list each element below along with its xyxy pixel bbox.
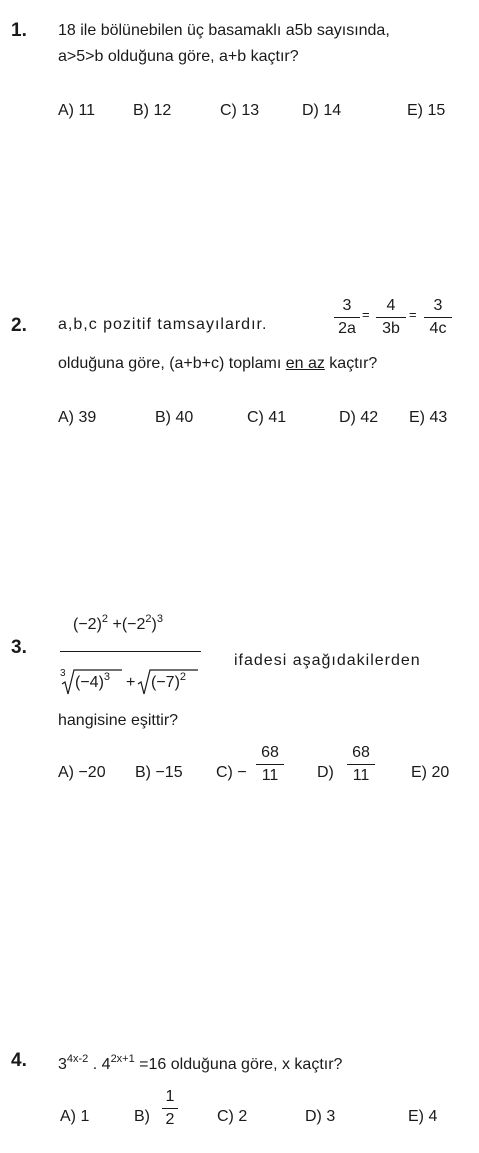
question-text-line-2: a>5>b olduğuna göre, a+b kaçtır? (58, 48, 299, 65)
question-text-line-1: ifadesi aşağıdakilerden (234, 652, 421, 669)
choice-c-fraction[interactable] (256, 744, 284, 785)
question-text-line-1: 18 ile bölünebilen üç basamaklı a5b sayısında, (58, 22, 390, 39)
question-number: 3. (11, 637, 27, 658)
choice-c[interactable]: C) 13 (220, 102, 260, 119)
text-underlined: en az (285, 355, 325, 372)
fraction-denominator: 2 (165, 1111, 175, 1128)
fraction-bar (162, 1108, 178, 1109)
fraction-numerator: 3 (342, 297, 352, 314)
expression-numerator: $(-2)^2 +(-2^2)^3$ (73, 613, 163, 633)
choice-d-fraction[interactable] (347, 744, 375, 785)
fraction-denominator: 3b (382, 320, 400, 337)
fraction-2 (376, 297, 406, 338)
fraction-bar (347, 764, 375, 765)
choice-a[interactable]: A) 39 (58, 409, 97, 426)
equals-sign: = (409, 307, 417, 322)
choice-d[interactable]: D) 3 (305, 1108, 336, 1125)
choice-c[interactable]: C) − (216, 764, 247, 781)
choice-d[interactable]: D) 42 (339, 409, 379, 426)
fraction-bar (256, 764, 284, 765)
choice-c[interactable]: C) 41 (247, 409, 287, 426)
fraction-bar (60, 651, 201, 652)
fraction-denominator: 11 (261, 767, 279, 784)
choice-b[interactable]: B) 12 (133, 102, 172, 119)
question-number: 1. (11, 20, 27, 41)
fraction-1 (334, 297, 360, 338)
text-pre: olduğuna göre, (a+b+c) toplamı (58, 355, 286, 372)
question-text-line-2: hangisine eşittir? (58, 712, 179, 729)
choice-b-fraction[interactable] (162, 1088, 178, 1129)
choice-e[interactable]: E) 15 (407, 102, 446, 119)
text-post: kaçtır? (324, 355, 378, 372)
choice-a[interactable]: A) 1 (60, 1108, 90, 1125)
fraction-denominator: 11 (352, 767, 370, 784)
expression-denominator (58, 664, 208, 698)
choice-b[interactable]: B) −15 (135, 764, 183, 781)
radicand-2: $(-7)^2$ (151, 671, 187, 691)
choice-e[interactable]: E) 20 (411, 764, 450, 781)
choice-e[interactable]: E) 43 (409, 409, 448, 426)
plus-sign: + (126, 674, 136, 691)
fraction-3 (424, 297, 452, 338)
equals-sign: = (362, 307, 370, 322)
choice-b[interactable]: B) (134, 1108, 150, 1125)
fraction-numerator: 68 (352, 744, 370, 761)
choice-a[interactable]: A) 11 (58, 102, 96, 119)
fraction-bar (424, 317, 452, 318)
fraction-denominator: 4c (429, 320, 447, 337)
choice-d[interactable]: D) (317, 764, 334, 781)
root-index: 3 (60, 668, 66, 679)
choice-d[interactable]: D) 14 (302, 102, 342, 119)
choice-e[interactable]: E) 4 (408, 1108, 438, 1125)
radicand-1: $(-4)^3$ (75, 671, 111, 691)
question-number: 4. (11, 1050, 27, 1071)
fraction-numerator: 68 (261, 744, 279, 761)
fraction-bar (376, 317, 406, 318)
question-text-line-1: a,b,c pozitif tamsayılardır. (58, 316, 268, 333)
choice-b[interactable]: B) 40 (155, 409, 194, 426)
question-text: $3^{4x-2}$ . $4^{2x+1} =16$ olduğuna göre, x kaçtır? (58, 1053, 343, 1073)
fraction-numerator: 1 (165, 1088, 175, 1105)
fraction-numerator: 3 (433, 297, 443, 314)
fraction-bar (334, 317, 360, 318)
fraction-denominator: 2a (338, 320, 356, 337)
question-text-line-2 (58, 355, 377, 373)
choice-a[interactable]: A) −20 (58, 764, 106, 781)
fraction-numerator: 4 (386, 297, 396, 314)
choice-c[interactable]: C) 2 (217, 1108, 248, 1125)
question-number: 2. (11, 315, 27, 336)
